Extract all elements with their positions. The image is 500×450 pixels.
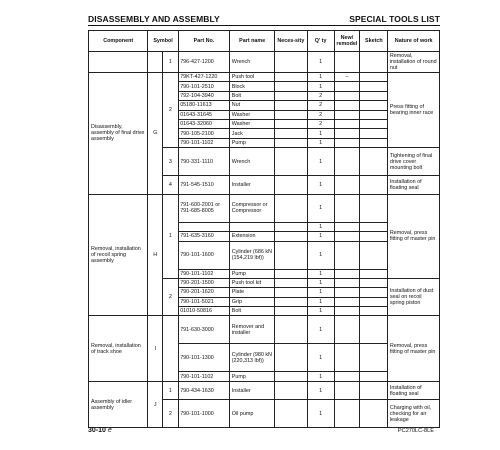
component-cell: Disassembly, assembly of final drive assembly [89, 73, 148, 195]
qty-cell: 1 [307, 73, 334, 82]
necessity-cell [275, 148, 308, 176]
table-row [89, 381, 440, 400]
new-remodel-cell [334, 82, 360, 91]
new-remodel-cell [334, 372, 360, 381]
table-header-row [89, 31, 440, 52]
sketch-cell [360, 307, 388, 316]
sketch-cell [360, 381, 388, 400]
symbol-cell: I [148, 316, 163, 381]
sketch-cell [360, 101, 388, 110]
col-header-sketch: Sketch [360, 31, 388, 52]
new-remodel-cell: – [334, 73, 360, 82]
part-name-cell: Bolt [230, 91, 275, 100]
qty-cell: 1 [307, 344, 334, 372]
new-remodel-cell [334, 222, 360, 231]
part-no-cell: 79KT-427-1220 [178, 73, 230, 82]
qty-cell: 1 [307, 176, 334, 195]
new-remodel-cell [334, 297, 360, 306]
part-no-cell: 790-101-2510 [178, 82, 230, 91]
table-row [89, 52, 440, 73]
necessity-cell [275, 307, 308, 316]
part-name-cell: Wrench [230, 52, 275, 73]
item-number-cell: 2 [162, 278, 178, 316]
part-name-cell: Grip [230, 297, 275, 306]
part-no-cell: 790-101-1000 [178, 400, 230, 428]
qty-cell: 1 [307, 278, 334, 287]
part-no-cell: 790-201-1500 [178, 278, 230, 287]
part-name-cell: Block [230, 82, 275, 91]
new-remodel-cell [334, 232, 360, 241]
new-remodel-cell [334, 52, 360, 73]
part-name-cell: Push tool [230, 73, 275, 82]
new-remodel-cell [334, 119, 360, 128]
nature-of-work-cell: Installation of floating seal [388, 381, 440, 400]
new-remodel-cell [334, 278, 360, 287]
sketch-cell [360, 82, 388, 91]
part-no-cell: 790-105-2100 [178, 129, 230, 138]
qty-cell: 2 [307, 119, 334, 128]
necessity-cell [275, 288, 308, 297]
new-remodel-cell [334, 110, 360, 119]
qty-cell: 1 [307, 148, 334, 176]
qty-cell: 1 [307, 381, 334, 400]
sketch-cell [360, 297, 388, 306]
new-remodel-cell [334, 307, 360, 316]
qty-cell: 1 [307, 241, 334, 269]
part-name-cell: Pump [230, 269, 275, 278]
nature-of-work-cell: Removal, press fitting of master pin [388, 194, 440, 278]
necessity-cell [275, 381, 308, 400]
header-rule [88, 25, 440, 26]
symbol-cell [148, 52, 163, 73]
part-no-cell: 792-104-3940 [178, 91, 230, 100]
part-name-cell: Washer [230, 119, 275, 128]
qty-cell: 2 [307, 91, 334, 100]
part-name-cell: Installer [230, 381, 275, 400]
new-remodel-cell [334, 91, 360, 100]
new-remodel-cell [334, 400, 360, 428]
nature-of-work-cell: Installation of floating seal [388, 176, 440, 195]
sketch-cell [360, 119, 388, 128]
necessity-cell [275, 176, 308, 195]
sketch-cell [360, 176, 388, 195]
sketch-cell [360, 222, 388, 231]
necessity-cell [275, 194, 308, 222]
part-no-cell: 790-201-1620 [178, 288, 230, 297]
list-title: SPECIAL TOOLS LIST [349, 14, 440, 24]
model-code: PC270LC-8LE [397, 428, 434, 434]
item-number-cell: 2 [162, 73, 178, 148]
sketch-cell [360, 241, 388, 269]
special-tools-table [88, 30, 440, 428]
new-remodel-cell [334, 176, 360, 195]
part-name-cell: Washer [230, 110, 275, 119]
necessity-cell [275, 91, 308, 100]
new-remodel-cell [334, 138, 360, 147]
part-name-cell: Cylinder (980 kN (220,313 lbf)) [230, 344, 275, 372]
part-name-cell: Cylinder (686 kN (154,219 lbf)) [230, 241, 275, 269]
necessity-cell [275, 241, 308, 269]
item-number-cell: 2 [162, 400, 178, 428]
item-number-cell: 4 [162, 176, 178, 195]
qty-cell: 1 [307, 138, 334, 147]
qty-cell: 1 [307, 194, 334, 222]
symbol-cell: H [148, 194, 163, 316]
necessity-cell [275, 297, 308, 306]
nature-of-work-cell: Installation of dust seal on recoil spring piston [388, 278, 440, 316]
sketch-cell [360, 278, 388, 287]
table-row [89, 194, 440, 222]
qty-cell: 1 [307, 129, 334, 138]
col-header-new-remodel: New/ remodel [334, 31, 360, 52]
part-name-cell: Wrench [230, 148, 275, 176]
sketch-cell [360, 269, 388, 278]
part-no-cell: 790-101-1600 [178, 241, 230, 269]
part-no-cell: 05180-11613 [178, 101, 230, 110]
qty-cell: 1 [307, 400, 334, 428]
col-header-component: Component [89, 31, 148, 52]
component-cell [89, 52, 148, 73]
new-remodel-cell [334, 101, 360, 110]
qty-cell: 1 [307, 232, 334, 241]
necessity-cell [275, 119, 308, 128]
part-name-cell: Bolt [230, 307, 275, 316]
new-remodel-cell [334, 129, 360, 138]
new-remodel-cell [334, 344, 360, 372]
col-header-symbol: Symbol [148, 31, 178, 52]
new-remodel-cell [334, 381, 360, 400]
necessity-cell [275, 138, 308, 147]
necessity-cell [275, 110, 308, 119]
item-number-cell: 1 [162, 194, 178, 278]
symbol-cell: G [148, 73, 163, 195]
new-remodel-cell [334, 241, 360, 269]
part-no-cell: 790-101-1102 [178, 269, 230, 278]
qty-cell: 1 [307, 316, 334, 344]
qty-cell: 2 [307, 101, 334, 110]
qty-cell: 1 [307, 269, 334, 278]
sketch-cell [360, 73, 388, 82]
new-remodel-cell [334, 316, 360, 344]
sketch-cell [360, 138, 388, 147]
part-no-cell: 796-427-1200 [178, 52, 230, 73]
necessity-cell [275, 400, 308, 428]
part-no-cell: 791-635-3160 [178, 232, 230, 241]
part-name-cell: Compressor or Compressor [230, 194, 275, 222]
component-cell: Removal, installation of recoil spring assembly [89, 194, 148, 316]
sketch-cell [360, 288, 388, 297]
sketch-cell [360, 129, 388, 138]
necessity-cell [275, 52, 308, 73]
table-row [89, 316, 440, 344]
sketch-cell [360, 52, 388, 73]
necessity-cell [275, 316, 308, 344]
necessity-cell [275, 101, 308, 110]
part-no-cell: 01643-32060 [178, 119, 230, 128]
part-no-cell: 790-331-1110 [178, 148, 230, 176]
qty-cell: 1 [307, 297, 334, 306]
col-header-qty: Q' ty [307, 31, 334, 52]
part-name-cell: Oil pump [230, 400, 275, 428]
page-suffix: e [107, 427, 112, 434]
part-name-cell: Push tool kit [230, 278, 275, 287]
nature-of-work-cell: Press fitting of bearing inner race [388, 73, 440, 148]
qty-cell: 1 [307, 288, 334, 297]
necessity-cell [275, 278, 308, 287]
sketch-cell [360, 400, 388, 428]
item-number-cell: 1 [162, 381, 178, 400]
necessity-cell [275, 222, 308, 231]
qty-cell: 1 [307, 372, 334, 381]
necessity-cell [275, 269, 308, 278]
part-name-cell [230, 222, 275, 231]
part-name-cell: Plate [230, 288, 275, 297]
part-no-cell: 791-545-1510 [178, 176, 230, 195]
item-number-cell: 1 [162, 52, 178, 73]
nature-of-work-cell: Removal, installation of round nut [388, 52, 440, 73]
col-header-nature-of-work: Nature of work [388, 31, 440, 52]
part-no-cell: 790-101-5021 [178, 297, 230, 306]
part-no-cell: 791-630-3000 [178, 316, 230, 344]
part-no-cell: 01643-31645 [178, 110, 230, 119]
sketch-cell [360, 344, 388, 372]
qty-cell: 1 [307, 222, 334, 231]
col-header-part-name: Part name [230, 31, 275, 52]
component-cell: Removal, installation of track shoe [89, 316, 148, 381]
part-no-cell: 790-101-1300 [178, 344, 230, 372]
col-header-part-no: Part No. [178, 31, 230, 52]
part-no-cell: 790-101-1102 [178, 372, 230, 381]
part-name-cell: Extension [230, 232, 275, 241]
part-no-cell: 790-101-1102 [178, 138, 230, 147]
nature-of-work-cell: Charging with oil, checking for air leakage [388, 400, 440, 428]
sketch-cell [360, 91, 388, 100]
qty-cell: 2 [307, 110, 334, 119]
col-header-necessity: Neces-sity [275, 31, 308, 52]
necessity-cell [275, 344, 308, 372]
item-number-cell [162, 316, 178, 381]
sketch-cell [360, 372, 388, 381]
part-name-cell: Nut [230, 101, 275, 110]
component-cell: Assembly of idler assembly [89, 381, 148, 428]
qty-cell: 1 [307, 82, 334, 91]
part-name-cell: Installer [230, 176, 275, 195]
necessity-cell [275, 129, 308, 138]
part-name-cell: Jack [230, 129, 275, 138]
necessity-cell [275, 82, 308, 91]
part-no-cell: 791-600-2001 or 791-685-8005 [178, 194, 230, 222]
new-remodel-cell [334, 194, 360, 222]
sketch-cell [360, 232, 388, 241]
part-no-cell: 790-434-1630 [178, 381, 230, 400]
part-name-cell: Remover and installer [230, 316, 275, 344]
new-remodel-cell [334, 148, 360, 176]
necessity-cell [275, 73, 308, 82]
section-title: DISASSEMBLY AND ASSEMBLY [88, 14, 220, 24]
nature-of-work-cell: Tightening of final drive cover mounting bolt [388, 148, 440, 176]
new-remodel-cell [334, 288, 360, 297]
necessity-cell [275, 372, 308, 381]
part-name-cell: Pump [230, 372, 275, 381]
new-remodel-cell [334, 269, 360, 278]
symbol-cell: J [148, 381, 163, 428]
part-name-cell: Pump [230, 138, 275, 147]
part-no-cell [178, 222, 230, 231]
table-row [89, 73, 440, 82]
necessity-cell [275, 232, 308, 241]
qty-cell: 1 [307, 52, 334, 73]
sketch-cell [360, 148, 388, 176]
nature-of-work-cell: Removal, press fitting of master pin [388, 316, 440, 381]
page-number: 30-10 e [88, 427, 112, 434]
sketch-cell [360, 316, 388, 344]
qty-cell: 1 [307, 307, 334, 316]
part-no-cell: 01010-50816 [178, 307, 230, 316]
item-number-cell: 3 [162, 148, 178, 176]
sketch-cell [360, 110, 388, 119]
sketch-cell [360, 194, 388, 222]
